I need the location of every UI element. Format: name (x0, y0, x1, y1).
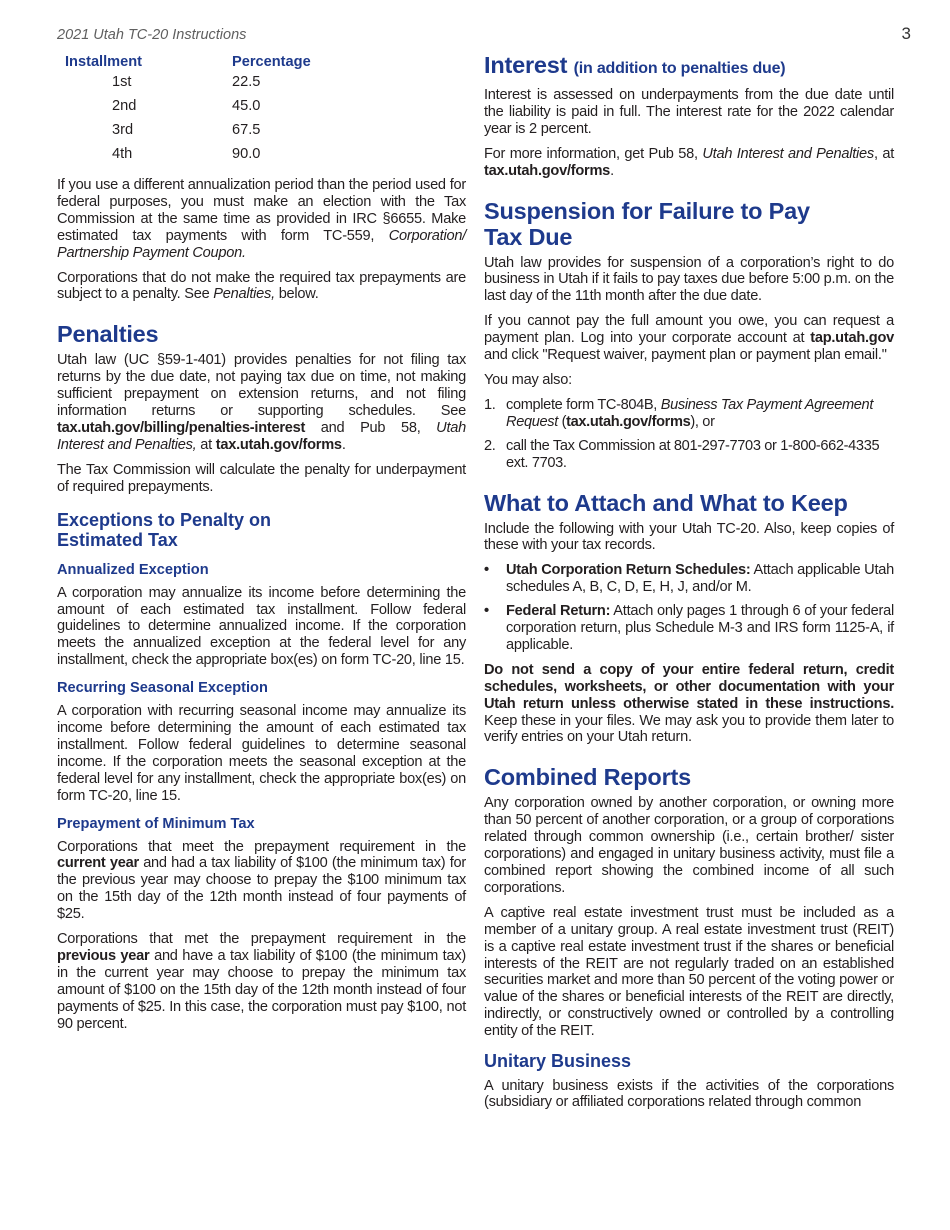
interest-heading: Interest (in addition to penalties due) (484, 52, 786, 78)
installment-cell: 2nd (112, 98, 137, 114)
prepayment-penalty-paragraph: Corporations that do not make the required tax prepayments are subject to a penalty. See Penalties, below. (57, 269, 466, 303)
list-item: • Federal Return: Attach only pages 1 through 6 of your federal corporation return, plus Schedule M-3 and IRS form 1125-A, if applicable. (484, 603, 894, 653)
suspension-heading: Suspension for Failure to Pay Tax Due (484, 197, 810, 250)
list-item: • Utah Corporation Return Schedules: Attach applicable Utah schedules A, B, C, D, E, H, J, and/or M. (484, 562, 895, 596)
suspension-paragraph: Utah law provides for suspension of a corporation’s right to do business in Utah if it fails to pay taxes due before 5:00 p.m. on the last day of the 11th month after the due date. (484, 254, 894, 305)
penalty-calculation-paragraph: The Tax Commission will calculate the penalty for underpayment of required prepayments. (57, 461, 466, 495)
percentage-header: Percentage (232, 54, 311, 70)
penalties-paragraph: Utah law (UC §59-1-401) provides penalties for not filing tax returns by the due date, not paying tax due on time, not making sufficient prepayment on extension returns, and not filing information returns or supporting schedules. See tax.utah.gov/billing/penalties-interest and Pub 58, Utah Interest and Penalties, at tax.utah.gov/forms. (57, 352, 466, 453)
attach-list (484, 562, 894, 654)
list-item: 2. call the Tax Commission at 801-297-7703 or 1-800-662-4335 ext. 7703. (484, 437, 880, 471)
installment-table (57, 52, 311, 170)
table-row (57, 98, 311, 122)
percentage-cell: 22.5 (232, 74, 261, 90)
tax-forms-link[interactable]: tax.utah.gov/forms (566, 413, 691, 430)
page-number: 3 (901, 24, 911, 43)
payment-options-list (484, 397, 894, 472)
table-row (57, 122, 311, 146)
installment-cell: 3rd (112, 122, 134, 138)
list-item: 1. complete form TC-804B, Business Tax Payment Agreement Request (tax.utah.gov/forms), or (484, 396, 874, 430)
document-title: 2021 Utah TC-20 Instructions (57, 27, 247, 43)
exceptions-heading: Exceptions to Penalty on Estimated Tax (57, 509, 272, 551)
tax-forms-link[interactable]: tax.utah.gov/forms (215, 436, 342, 453)
seasonal-exception-paragraph: A corporation with recurring seasonal income may annualize its income before determining the amount of each estimated tax installment. Follow federal guidelines to determine seasonal income. If the corporation meets the seasonal exception at the federal level for any installment, check the appropriate box(es) on form TC-20, line 15. (57, 703, 466, 804)
tap-link[interactable]: tap.utah.gov (810, 330, 894, 347)
attach-keep-heading: What to Attach and What to Keep (484, 489, 848, 516)
table-row (57, 146, 311, 170)
unitary-business-heading: Unitary Business (484, 1051, 632, 1072)
installment-header: Installment (65, 54, 143, 70)
installment-cell: 1st (112, 74, 132, 90)
left-column (57, 52, 466, 1041)
annualized-exception-heading: Annualized Exception (57, 561, 209, 578)
penalties-heading: Penalties (57, 321, 159, 348)
unitary-business-paragraph: A unitary business exists if the activities of the corporations (subsidiary or affiliated corporations related through common (484, 1077, 894, 1111)
annualization-election-paragraph: If you use a different annualization period than the period used for federal purposes, you must make an election with the Tax Commission at the same time as provided in IRC §6655. Make estimated tax payments with form TC-559, Corporation/ Partnership Payment Coupon. (57, 177, 466, 261)
tax-forms-link[interactable]: tax.utah.gov/forms (484, 162, 611, 179)
reit-paragraph: A captive real estate investment trust must be included as a member of a unitary group. A real estate investment trust (REIT) is a captive real estate investment trust if the shares or beneficial interests of the REIT are not regularly traded on an established securities market and more than 50 percent of the voting power or value of the shares or beneficial interests of the REIT are directly, indirectly, or constructively owned or controlled by a controlling entity of the REIT. (484, 904, 894, 1040)
percentage-cell: 90.0 (232, 146, 261, 162)
right-column (484, 52, 894, 1119)
percentage-cell: 45.0 (232, 98, 261, 114)
installment-cell: 4th (112, 146, 133, 162)
attach-intro-paragraph: Include the following with your Utah TC-20. Also, keep copies of these with your tax records. (484, 520, 894, 554)
combined-reports-paragraph: Any corporation owned by another corporation, or owning more than 50 percent of another corporation, or a group of corporations related through common ownership (i.e., certain brother/ sister corporations) and engaged in unitary business activity, must file a combined report showing the combined income of all such corporations. (484, 795, 894, 896)
interest-info-paragraph: For more information, get Pub 58, Utah Interest and Penalties, at tax.utah.gov/forms. (484, 145, 894, 179)
minimum-tax-heading: Prepayment of Minimum Tax (57, 815, 255, 832)
minimum-tax-previous-year-paragraph: Corporations that met the prepayment requirement in the previous year and have a tax liability of $100 (the minimum tax) in the current year may choose to prepay the minimum tax amount of $100 on the 15th day of the 12th month instead of four payments of $25. In this case, the corporation must pay $100, not 90 percent. (57, 931, 466, 1032)
payment-plan-paragraph: If you cannot pay the full amount you owe, you can request a payment plan. Log into your corporate account at tap.utah.gov and click "Request waiver, payment plan or payment plan email." (484, 313, 894, 364)
percentage-cell: 67.5 (232, 122, 261, 138)
table-row (57, 74, 311, 98)
annualized-exception-paragraph: A corporation may annualize its income before determining the amount of each estimated tax installment. Follow federal guidelines to determine annualized income. If the corporation meets the annualized exception at the federal level for any installment, check the appropriate box(es) on form TC-20, line 15. (57, 584, 466, 669)
do-not-send-paragraph: Do not send a copy of your entire federal return, credit schedules, worksheets, or other documentation with your Utah return unless otherwise stated in these instructions. Keep these in your files. We may ask you to provide them later to verify entries on your Utah return. (484, 661, 894, 746)
minimum-tax-current-year-paragraph: Corporations that meet the prepayment requirement in the current year and had a tax liability of $100 (the minimum tax) for the previous year may choose to prepay the $100 minimum tax on the 15th day of the 12th month instead of four payments of $25. (57, 838, 466, 923)
interest-paragraph: Interest is assessed on underpayments from the due date until the liability is paid in full. The interest rate for the 2022 calendar year is 2 percent. (484, 87, 894, 137)
you-may-also-text: You may also: (484, 371, 572, 388)
seasonal-exception-heading: Recurring Seasonal Exception (57, 680, 268, 697)
combined-reports-heading: Combined Reports (484, 764, 692, 791)
penalties-interest-link[interactable]: tax.utah.gov/billing/penalties-interest (57, 419, 306, 436)
